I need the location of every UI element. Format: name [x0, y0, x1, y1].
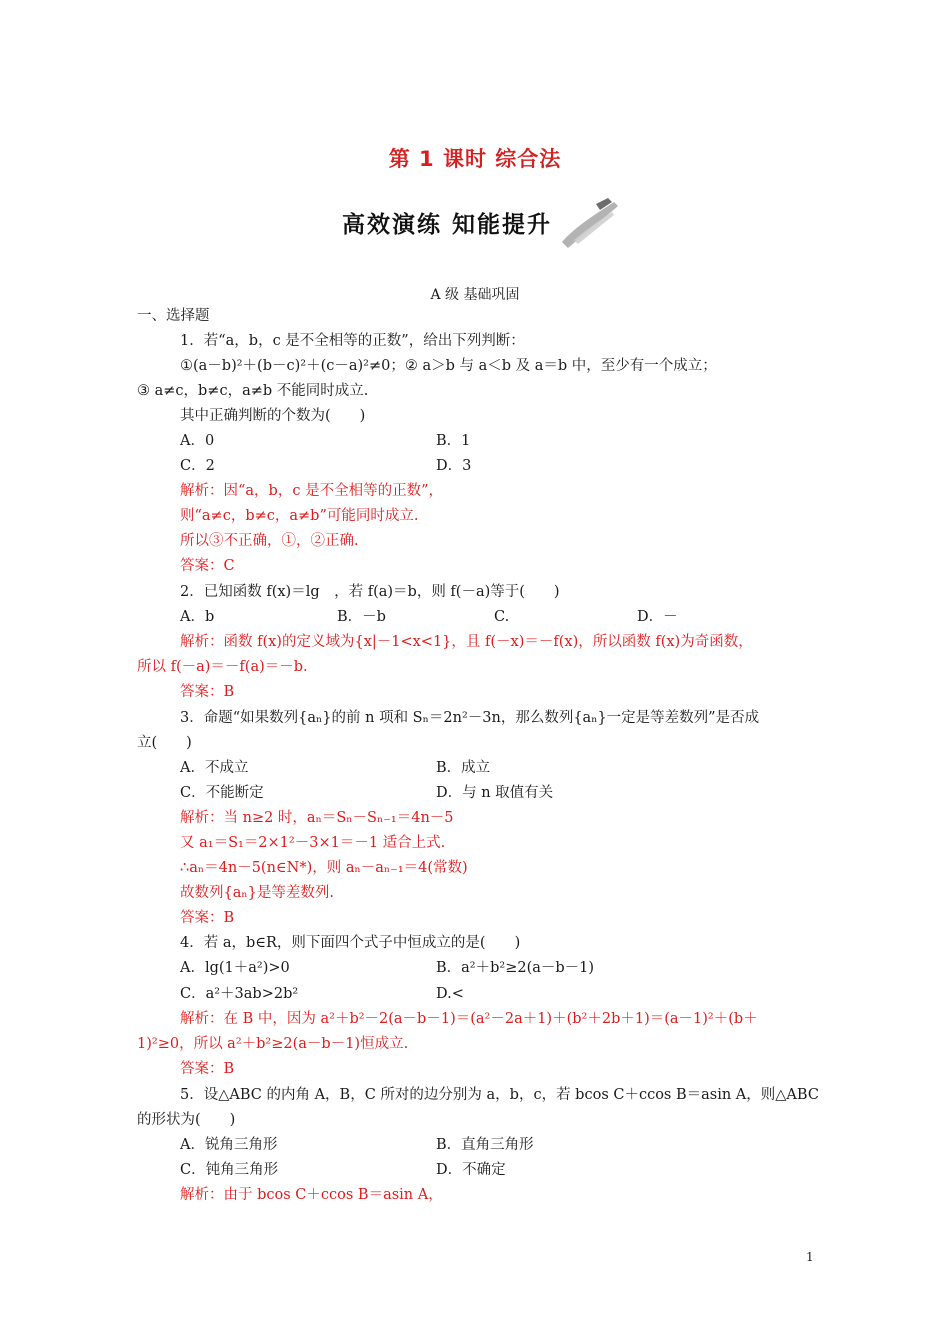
q1-answer: 答案：C: [180, 558, 235, 574]
q4-option-a: A．lg(1＋a²)>0: [180, 960, 290, 976]
q4-stem: 4．若 a，b∈R，则下面四个式子中恒成立的是( ): [180, 935, 521, 951]
q1-option-b: B．1: [436, 433, 471, 449]
brush-stroke-icon: [556, 196, 626, 252]
q3-solution-4: 故数列{aₙ}是等差数列.: [180, 885, 334, 901]
q5-solution-1: 解析：由于 bcos C＋ccos B＝asin A，: [180, 1187, 443, 1203]
q3-stem-2: 立( ): [137, 735, 192, 751]
q1-line4: 其中正确判断的个数为( ): [180, 408, 366, 424]
q3-option-c: C．不能断定: [180, 785, 264, 801]
q2-option-b: B．－b: [337, 609, 386, 625]
q3-solution-2: 又 a₁＝S₁＝2×1²－3×1＝－1 适合上式.: [180, 835, 446, 851]
q1-option-a: A．0: [180, 433, 215, 449]
q4-solution-1: 解析：在 B 中，因为 a²＋b²－2(a－b－1)＝(a²－2a＋1)＋(b²＋2b＋1)＝(a－1)²＋(b＋: [180, 1011, 758, 1027]
q1-solution-3: 所以③不正确，①，②正确.: [180, 533, 359, 549]
q4-option-c: C．a²＋3ab>2b²: [180, 986, 299, 1002]
lesson-title: 第 1 课时 综合法: [388, 147, 562, 171]
q5-stem-2: 的形状为( ): [137, 1112, 236, 1128]
q2-solution-1: 解析：函数 f(x)的定义域为{x|－1<x<1}，且 f(－x)＝－f(x)，所以函数 f(x)为奇函数，: [180, 634, 753, 650]
q3-stem: 3．命题“如果数列{aₙ}的前 n 项和 Sₙ＝2n²－3n，那么数列{aₙ}一定是等差数列”是否成: [180, 710, 760, 726]
q3-answer: 答案：B: [180, 910, 235, 926]
q5-option-d: D．不确定: [436, 1162, 506, 1178]
q1-stem: 1．若“a，b，c 是不全相等的正数”，给出下列判断：: [180, 333, 525, 349]
q2-stem: 2．已知函数 f(x)＝lg ，若 f(a)＝b，则 f(－a)等于( ): [180, 584, 560, 600]
q5-stem: 5．设△ABC 的内角 A，B，C 所对的边分别为 a，b，c，若 bcos C＋ccos B＝asin A，则△ABC: [180, 1087, 819, 1103]
q1-solution-1: 解析：因“a，b，c 是不全相等的正数”，: [180, 483, 443, 499]
q2-answer: 答案：B: [180, 684, 235, 700]
q1-line2: ①(a－b)²＋(b－c)²＋(c－a)²≠0；② a＞b 与 a＜b 及 a＝b 中，至少有一个成立；: [180, 358, 717, 374]
banner-text: 高效演练 知能提升: [342, 212, 553, 238]
q5-option-b: B．直角三角形: [436, 1137, 534, 1153]
page-number: 1: [806, 1250, 814, 1264]
q2-option-c: C.: [494, 609, 510, 625]
q4-option-d: D.<: [436, 986, 464, 1002]
q1-line3: ③ a≠c，b≠c，a≠b 不能同时成立.: [137, 383, 369, 399]
section-heading: 一、选择题: [137, 308, 210, 324]
q1-solution-2: 则“a≠c，b≠c，a≠b”可能同时成立.: [180, 508, 419, 524]
q3-option-b: B．成立: [436, 760, 491, 776]
q2-option-d: D．－: [637, 609, 678, 625]
q3-option-a: A．不成立: [180, 760, 249, 776]
q4-option-b: B．a²＋b²≥2(a－b－1): [436, 960, 595, 976]
q1-option-d: D．3: [436, 458, 472, 474]
level-heading: A 级 基础巩固: [430, 287, 520, 303]
q5-option-c: C．钝角三角形: [180, 1162, 279, 1178]
q2-option-a: A．b: [180, 609, 215, 625]
q1-option-c: C．2: [180, 458, 215, 474]
q4-solution-2: 1)²≥0，所以 a²＋b²≥2(a－b－1)恒成立.: [137, 1036, 409, 1052]
q3-solution-3: ∴aₙ＝4n－5(n∈N*)，则 aₙ－aₙ₋₁＝4(常数): [180, 860, 468, 876]
q2-solution-2: 所以 f(－a)＝－f(a)＝－b.: [137, 659, 308, 675]
q4-answer: 答案：B: [180, 1061, 235, 1077]
q3-option-d: D．与 n 取值有关: [436, 785, 554, 801]
q5-option-a: A．锐角三角形: [180, 1137, 278, 1153]
q3-solution-1: 解析：当 n≥2 时，aₙ＝Sₙ－Sₙ₋₁＝4n－5: [180, 810, 454, 826]
section-banner: [336, 196, 626, 252]
